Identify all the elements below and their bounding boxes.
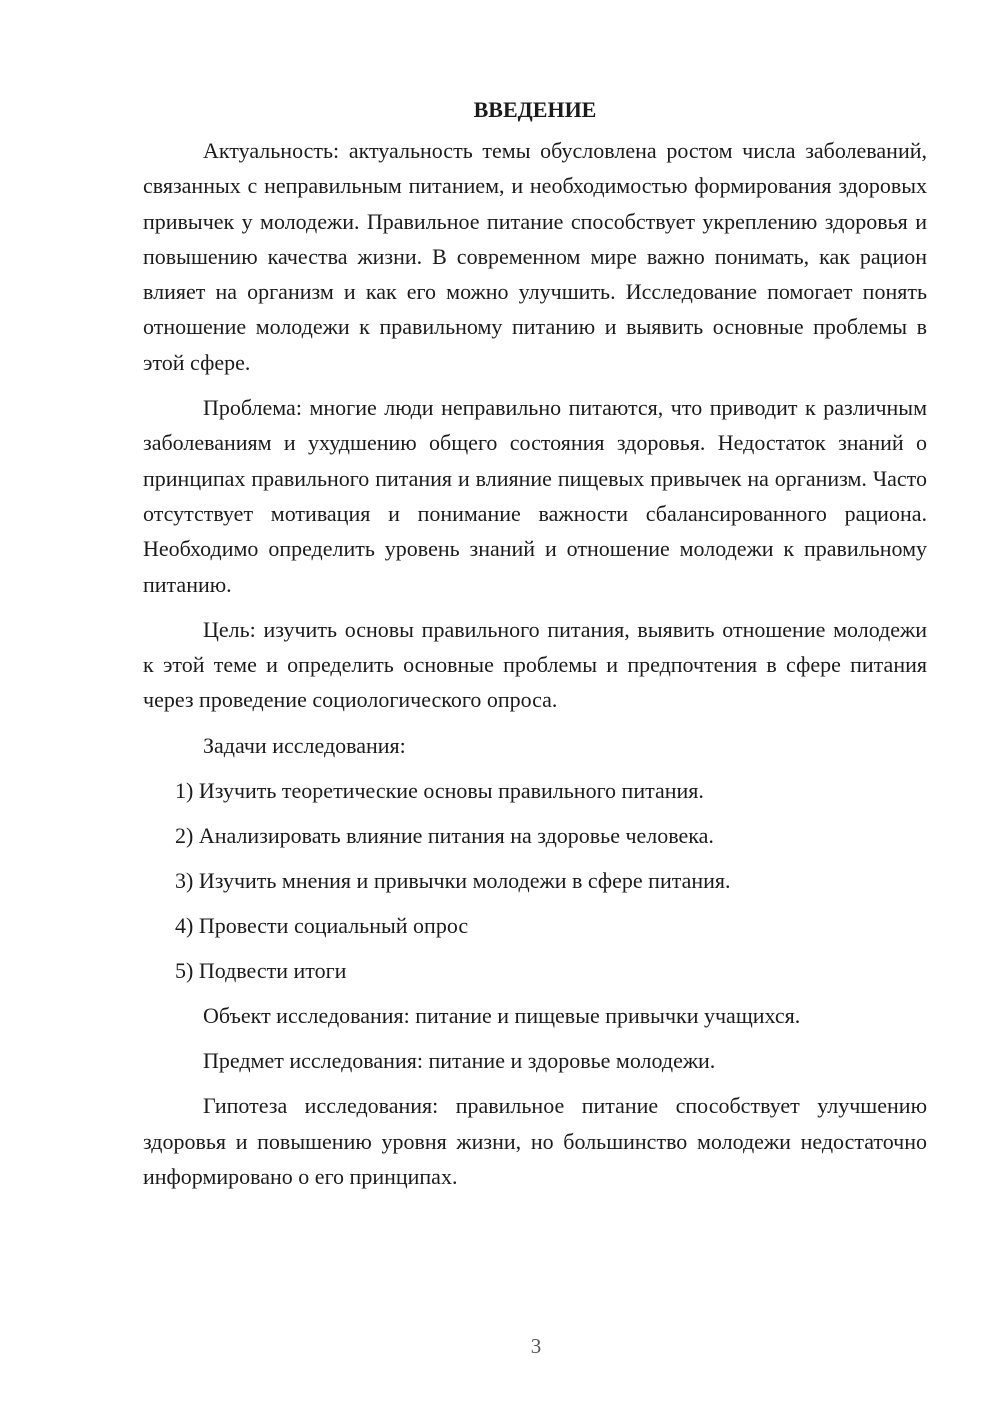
tasks-list xyxy=(143,773,927,988)
task-item: 5) Подвести итоги xyxy=(175,957,347,983)
task-item: 3) Изучить мнения и привычки молодежи в сфере питания. xyxy=(175,867,731,893)
task-item: 4) Провести социальный опрос xyxy=(175,912,469,938)
relevance-paragraph: Актуальность: актуальность темы обусловлена ростом числа заболеваний, связанных с неправильным питанием, и необходимостью формирования здоровых привычек у молодежи. Правильное питание способствует укреплению здоровья и повышению качества жизни. В современном мире важно понимать, как рацион влияет на организм и как его можно улучшить. Исследование помогает понять отношение молодежи к правильному питанию и выявить основные проблемы в этой сфере. xyxy=(143,138,927,375)
object-paragraph: Объект исследования: питание и пищевые привычки учащихся. xyxy=(203,1002,801,1028)
goal-paragraph: Цель: изучить основы правильного питания, выявить отношение молодежи к этой теме и определить основные проблемы и предпочтения в сфере питания через проведение социологического опроса. xyxy=(143,616,927,713)
hypothesis-paragraph: Гипотеза исследования: правильное питание способствует улучшению здоровья и повышению уровня жизни, но большинство молодежи недостаточно информировано о его принципах. xyxy=(143,1093,927,1189)
tasks-title: Задачи исследования: xyxy=(203,732,406,758)
task-item: 1) Изучить теоретические основы правильного питания. xyxy=(175,777,704,803)
page-number: 3 xyxy=(530,1334,542,1358)
problem-paragraph: Проблема: многие люди неправильно питаются, что приводит к различным заболеваниям и ухудшению общего состояния здоровья. Недостаток знаний о принципах правильного питания и влияние пищевых привычек на организм. Часто отсутствует мотивация и понимание важности сбалансированного рациона. Необходимо определить уровень знаний и отношение молодежи к правильному питанию. xyxy=(143,395,927,597)
task-item: 2) Анализировать влияние питания на здоровье человека. xyxy=(175,822,714,848)
page-content xyxy=(143,92,927,1204)
subject-paragraph: Предмет исследования: питание и здоровье молодежи. xyxy=(203,1048,716,1074)
page-heading: ВВЕДЕНИЕ xyxy=(473,97,597,122)
